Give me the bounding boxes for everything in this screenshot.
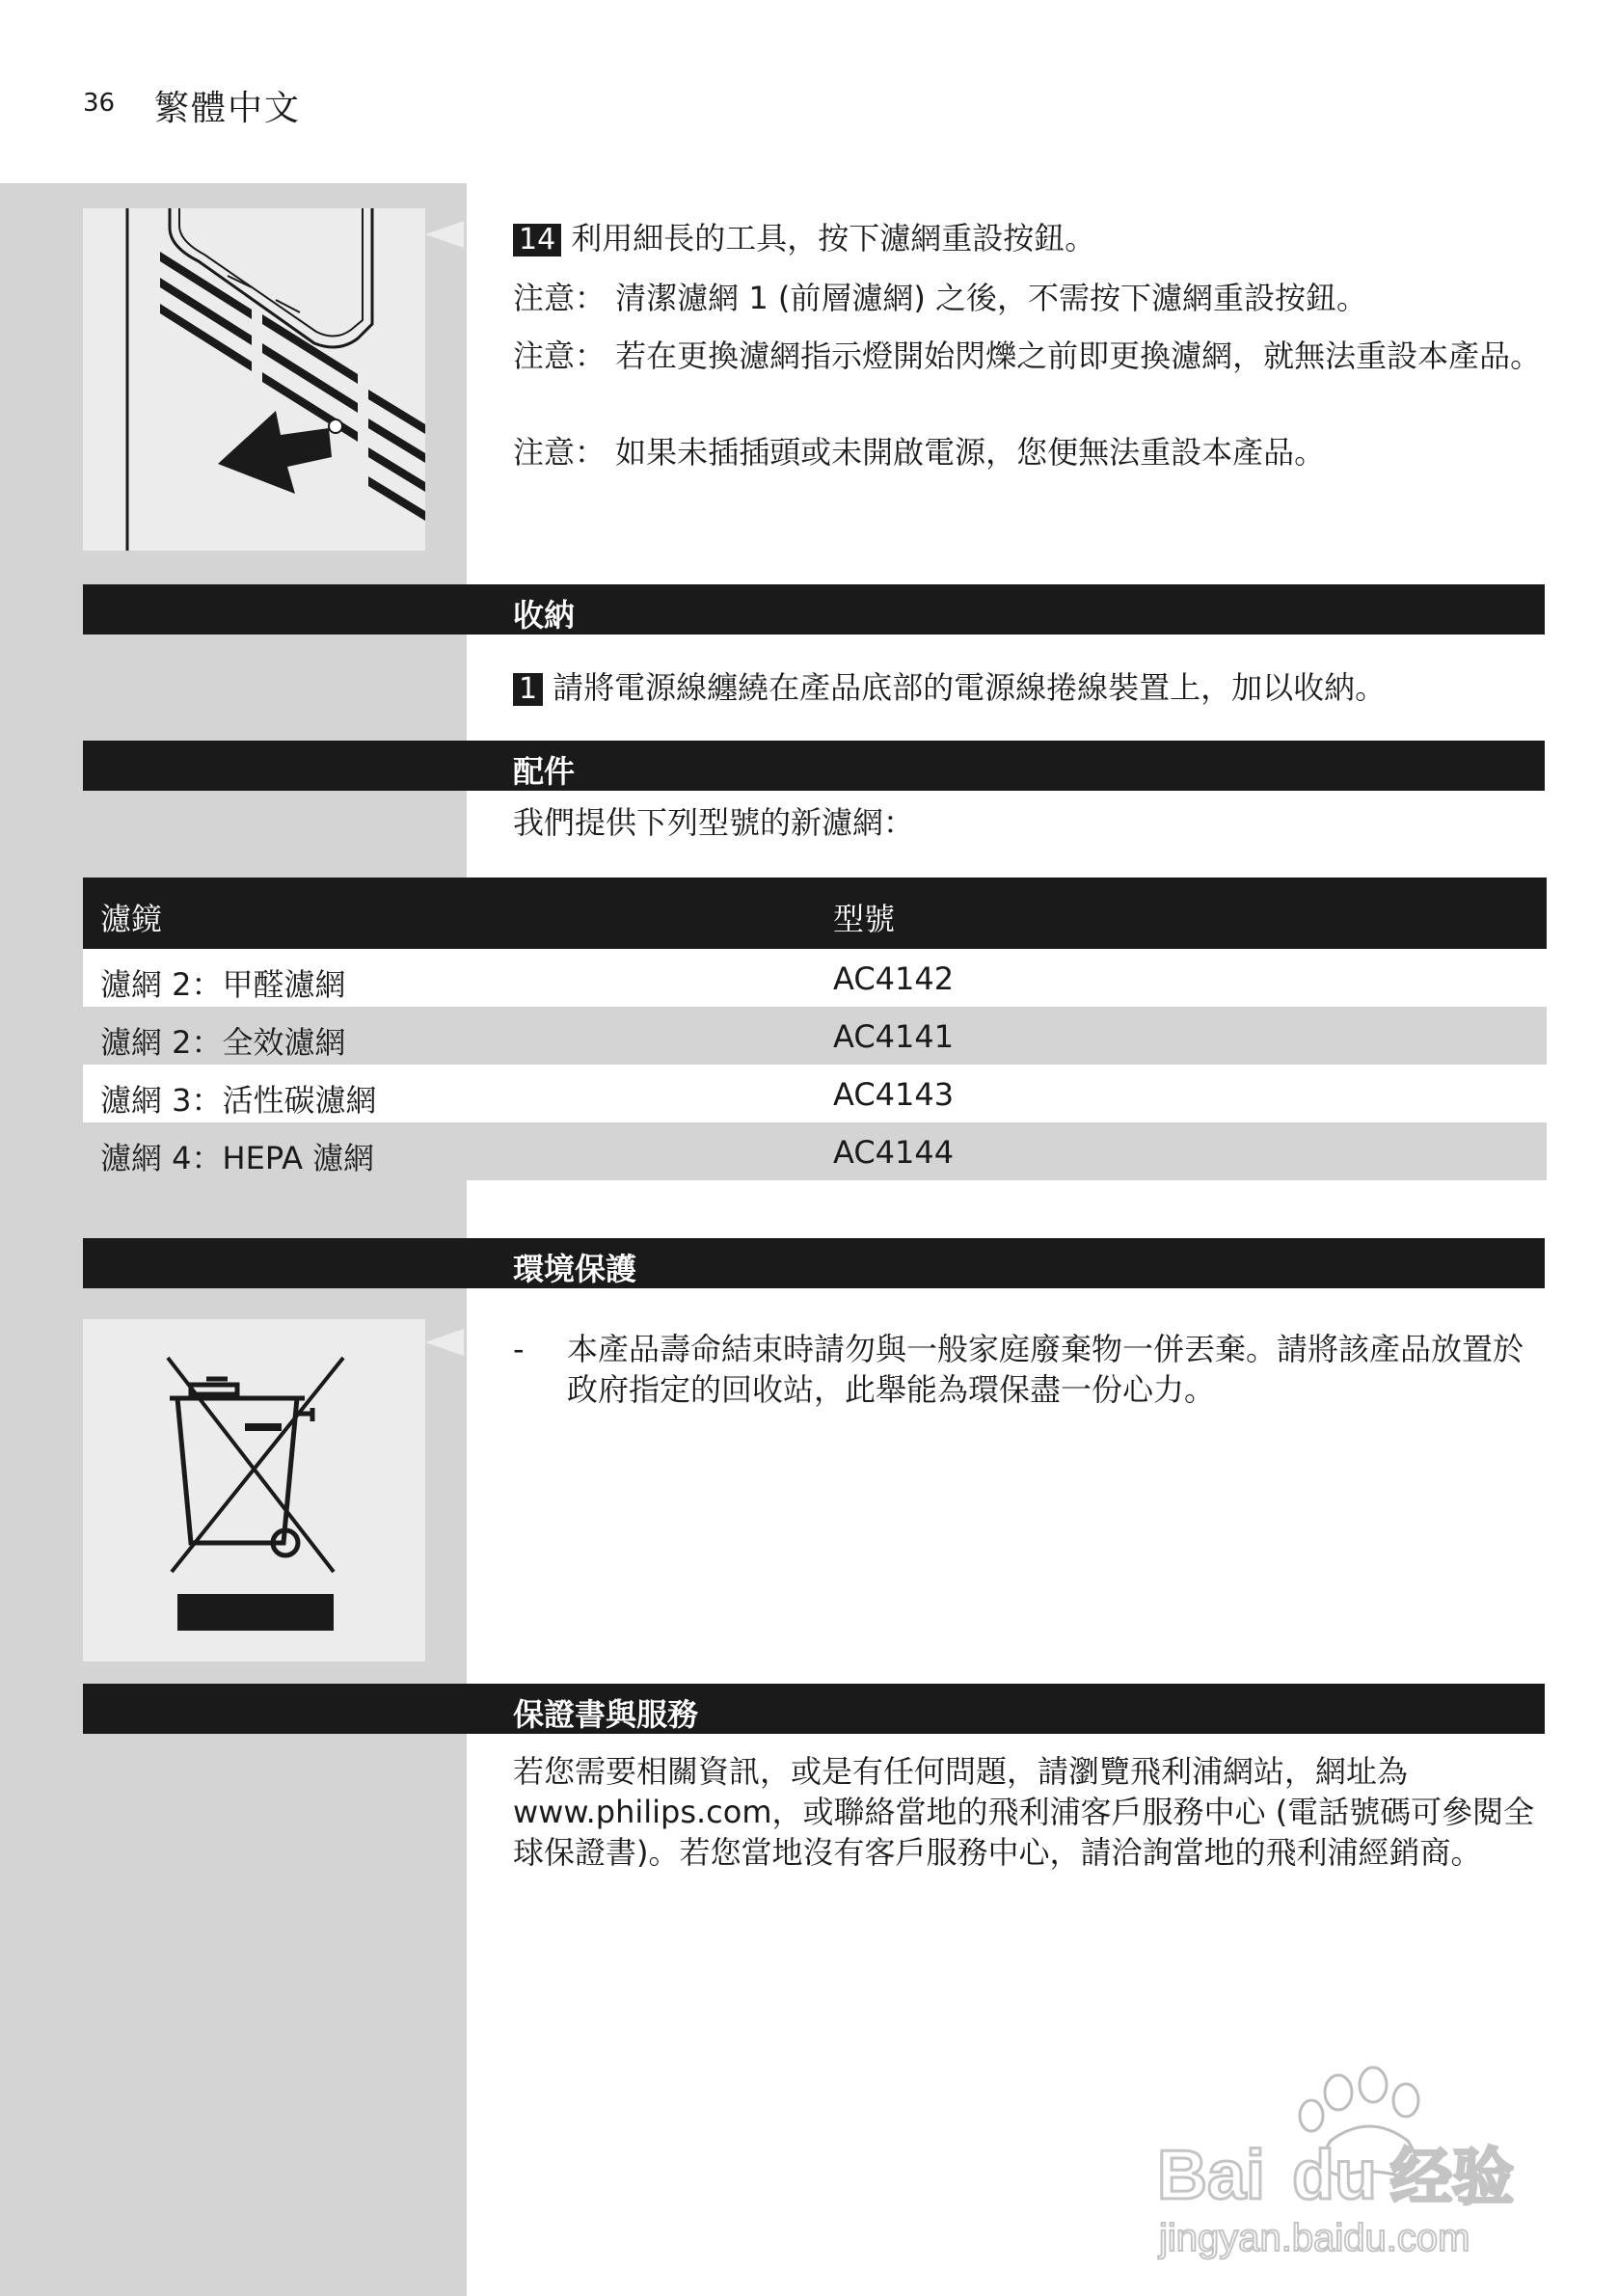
environment-text: 本產品壽命結束時請勿與一般家庭廢棄物一併丟棄。請將該產品放置於政府指定的回收站，此舉能為環保盡一份心力。	[567, 1331, 1524, 1408]
figure-pointer	[425, 1329, 464, 1356]
warranty-text: 若您需要相關資訊，或是有任何問題，請瀏覽飛利浦網站，網址為 www.philips.com，或聯絡當地的飛利浦客戶服務中心 (電話號碼可參閱全球保證書)。若您當地沒有客戶服務中心，請洽詢當地的飛利浦經銷商。	[513, 1753, 1535, 1871]
section-title-environment: 環境保護	[513, 1251, 637, 1287]
watermark-url: jingyan.baidu.com	[1159, 2217, 1470, 2259]
section-title-accessories: 配件	[513, 753, 576, 790]
step-number-badge: 1	[513, 673, 543, 706]
table-header-filter: 濾鏡	[100, 901, 163, 937]
section-header-warranty	[83, 1684, 1545, 1734]
bullet-mark: -	[513, 1331, 525, 1367]
table-cell-model: AC4141	[833, 1018, 955, 1055]
section-header-environment	[83, 1238, 1545, 1288]
table-cell-filter: 濾網 2：全效濾網	[100, 1024, 346, 1061]
section-header-storage	[83, 584, 1545, 635]
table-row	[83, 1122, 1547, 1180]
reset-step-text: 利用細長的工具，按下濾網重設按鈕。	[571, 220, 1096, 257]
section-title-storage: 收納	[513, 597, 576, 634]
weee-recycle-illustration	[83, 1319, 425, 1661]
page-language-title: 繁體中文	[154, 89, 302, 128]
table-header-row	[83, 878, 1547, 949]
table-cell-model: AC4143	[833, 1076, 955, 1113]
figure-pointer	[425, 221, 464, 248]
section-header-accessories	[83, 741, 1545, 791]
table-row	[83, 949, 1547, 1007]
table-cell-filter: 濾網 2：甲醛濾網	[100, 966, 346, 1003]
baidu-jingyan-watermark	[1138, 2064, 1543, 2266]
storage-step-text: 請將電源線纏繞在產品底部的電源線捲線裝置上，加以收納。	[553, 669, 1387, 706]
baidu-paw-logo	[1138, 2064, 1543, 2266]
storage-step	[513, 667, 1545, 708]
filter-reset-drawing	[83, 208, 425, 551]
reset-step	[513, 218, 1545, 258]
reset-note-2: 注意： 若在更換濾網指示燈開始閃爍之前即更換濾網，就無法重設本產品。	[513, 338, 1542, 374]
reset-note-3: 注意： 如果未插插頭或未開啟電源，您便無法重設本產品。	[513, 434, 1326, 471]
accessories-intro: 我們提供下列型號的新濾網：	[513, 804, 915, 841]
accessories-table	[83, 878, 1547, 1180]
reset-note-1: 注意： 清潔濾網 1 (前層濾網) 之後，不需按下濾網重設按鈕。	[513, 280, 1368, 316]
table-cell-filter: 濾網 4：HEPA 濾網	[100, 1140, 375, 1176]
table-row	[83, 1007, 1547, 1065]
table-cell-model: AC4144	[833, 1134, 955, 1171]
table-cell-filter: 濾網 3：活性碳濾網	[100, 1082, 377, 1119]
table-header-model: 型號	[833, 901, 896, 937]
section-title-warranty: 保證書與服務	[513, 1696, 699, 1733]
page-number: 36	[83, 89, 116, 118]
table-cell-model: AC4142	[833, 960, 955, 997]
step-number-badge: 14	[513, 224, 561, 257]
watermark-brand-b: du	[1292, 2137, 1377, 2214]
watermark-brand-c: 经验	[1390, 2143, 1514, 2212]
watermark-brand-a: Bai	[1157, 2137, 1266, 2214]
filter-reset-illustration	[83, 208, 425, 551]
crossed-bin-icon	[83, 1319, 425, 1661]
table-row	[83, 1065, 1547, 1122]
